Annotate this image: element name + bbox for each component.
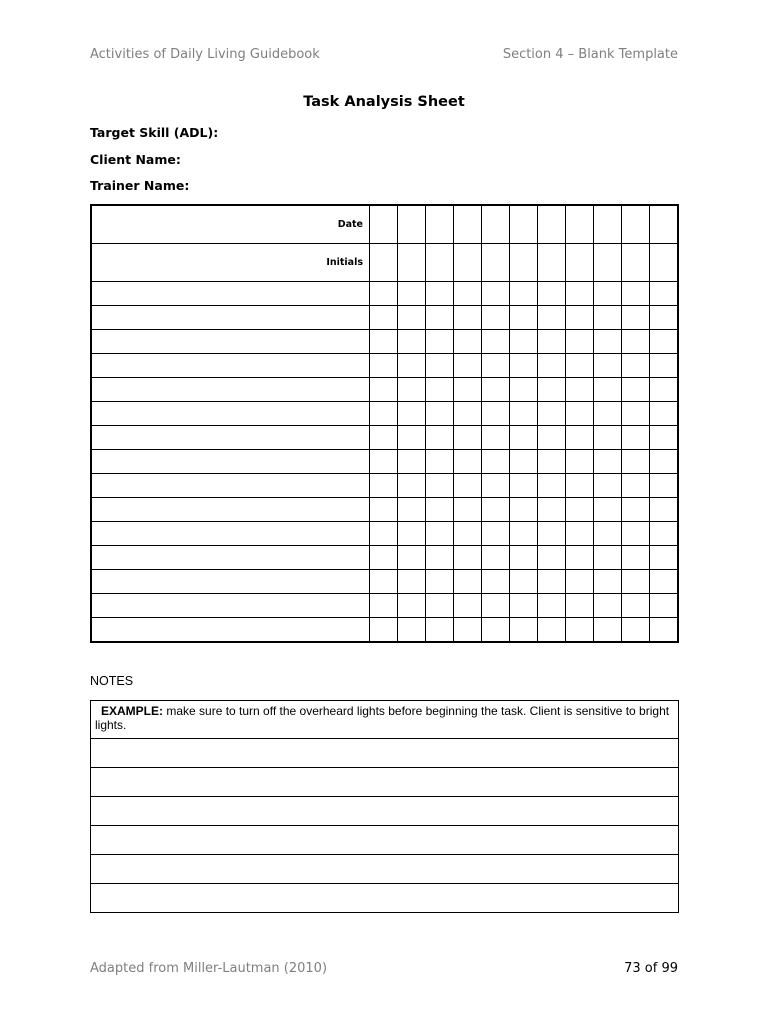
step-score-cell[interactable] [594, 498, 622, 522]
step-row [91, 426, 678, 450]
step-score-cell[interactable] [594, 594, 622, 618]
step-score-cell[interactable] [482, 426, 510, 450]
step-score-cell[interactable] [370, 354, 398, 378]
step-score-cell[interactable] [594, 330, 622, 354]
step-score-cell[interactable] [398, 546, 426, 570]
step-score-cell[interactable] [454, 282, 482, 306]
notes-cell[interactable] [91, 826, 679, 855]
step-description-cell[interactable] [91, 546, 370, 570]
step-description-cell[interactable] [91, 402, 370, 426]
step-score-cell[interactable] [650, 618, 678, 643]
step-score-cell[interactable] [426, 378, 454, 402]
step-score-cell[interactable] [650, 498, 678, 522]
step-score-cell[interactable] [622, 282, 650, 306]
step-row [91, 402, 678, 426]
session-cell[interactable] [426, 244, 454, 282]
session-cell[interactable] [398, 205, 426, 244]
step-score-cell[interactable] [566, 402, 594, 426]
step-score-cell[interactable] [370, 282, 398, 306]
step-score-cell[interactable] [370, 594, 398, 618]
step-row [91, 450, 678, 474]
step-description-cell[interactable] [91, 450, 370, 474]
step-row [91, 282, 678, 306]
step-score-cell[interactable] [538, 330, 566, 354]
step-row [91, 354, 678, 378]
step-score-cell[interactable] [566, 330, 594, 354]
step-score-cell[interactable] [650, 402, 678, 426]
step-score-cell[interactable] [398, 354, 426, 378]
step-score-cell[interactable] [510, 330, 538, 354]
step-row [91, 378, 678, 402]
step-score-cell[interactable] [398, 474, 426, 498]
step-score-cell[interactable] [566, 570, 594, 594]
step-row [91, 546, 678, 570]
step-score-cell[interactable] [426, 402, 454, 426]
step-score-cell[interactable] [510, 378, 538, 402]
session-cell[interactable] [622, 244, 650, 282]
step-score-cell[interactable] [538, 354, 566, 378]
session-cell[interactable] [650, 244, 678, 282]
step-score-cell[interactable] [538, 378, 566, 402]
step-score-cell[interactable] [510, 546, 538, 570]
step-score-cell[interactable] [426, 306, 454, 330]
page-title: Task Analysis Sheet [303, 94, 465, 110]
session-cell[interactable] [566, 205, 594, 244]
step-score-cell[interactable] [622, 546, 650, 570]
step-score-cell[interactable] [426, 498, 454, 522]
step-score-cell[interactable] [454, 594, 482, 618]
step-score-cell[interactable] [398, 594, 426, 618]
step-score-cell[interactable] [566, 354, 594, 378]
step-score-cell[interactable] [454, 570, 482, 594]
step-score-cell[interactable] [426, 330, 454, 354]
step-score-cell[interactable] [622, 426, 650, 450]
step-score-cell[interactable] [370, 402, 398, 426]
step-score-cell[interactable] [426, 522, 454, 546]
step-score-cell[interactable] [370, 498, 398, 522]
client-name-label: Client Name: [90, 152, 181, 167]
initials-label: Initials [91, 244, 370, 282]
step-score-cell[interactable] [510, 402, 538, 426]
session-cell[interactable] [566, 244, 594, 282]
header-section-title: Section 4 – Blank Template [502, 47, 678, 62]
notes-cell[interactable] [91, 855, 679, 884]
step-score-cell[interactable] [566, 450, 594, 474]
step-score-cell[interactable] [454, 378, 482, 402]
session-cell[interactable] [510, 205, 538, 244]
session-cell[interactable] [370, 205, 398, 244]
step-score-cell[interactable] [482, 354, 510, 378]
footer-citation: Adapted from Miller-Lautman (2010) [90, 961, 328, 976]
session-cell[interactable] [454, 244, 482, 282]
step-score-cell[interactable] [594, 426, 622, 450]
step-score-cell[interactable] [454, 450, 482, 474]
step-score-cell[interactable] [482, 498, 510, 522]
step-score-cell[interactable] [538, 546, 566, 570]
step-row [91, 474, 678, 498]
header-guidebook-title: Activities of Daily Living Guidebook [90, 47, 320, 62]
step-score-cell[interactable] [566, 498, 594, 522]
step-description-cell[interactable] [91, 522, 370, 546]
step-score-cell[interactable] [594, 354, 622, 378]
step-score-cell[interactable] [650, 474, 678, 498]
example-label: EXAMPLE: [101, 704, 164, 718]
step-score-cell[interactable] [426, 426, 454, 450]
step-score-cell[interactable] [538, 498, 566, 522]
date-label: Date [91, 205, 370, 244]
step-score-cell[interactable] [538, 450, 566, 474]
step-score-cell[interactable] [566, 594, 594, 618]
step-row [91, 330, 678, 354]
step-score-cell[interactable] [510, 450, 538, 474]
step-score-cell[interactable] [454, 402, 482, 426]
session-cell[interactable] [622, 205, 650, 244]
notes-cell[interactable] [91, 739, 679, 768]
notes-cell[interactable] [91, 884, 679, 913]
session-cell[interactable] [650, 205, 678, 244]
session-cell[interactable] [538, 205, 566, 244]
step-score-cell[interactable] [622, 618, 650, 643]
step-description-cell[interactable] [91, 330, 370, 354]
step-score-cell[interactable] [482, 402, 510, 426]
step-score-cell[interactable] [398, 426, 426, 450]
step-score-cell[interactable] [510, 306, 538, 330]
step-row [91, 570, 678, 594]
step-score-cell[interactable] [398, 570, 426, 594]
notes-example-cell [91, 701, 679, 739]
step-score-cell[interactable] [538, 618, 566, 643]
session-cell[interactable] [426, 205, 454, 244]
step-score-cell[interactable] [566, 378, 594, 402]
step-score-cell[interactable] [538, 306, 566, 330]
step-score-cell[interactable] [538, 402, 566, 426]
step-score-cell[interactable] [370, 306, 398, 330]
step-score-cell[interactable] [566, 474, 594, 498]
step-score-cell[interactable] [454, 426, 482, 450]
step-score-cell[interactable] [566, 522, 594, 546]
trainer-name-label: Trainer Name: [90, 178, 190, 193]
step-score-cell[interactable] [510, 474, 538, 498]
step-description-cell[interactable] [91, 282, 370, 306]
step-description-cell[interactable] [91, 426, 370, 450]
step-score-cell[interactable] [622, 498, 650, 522]
step-score-cell[interactable] [398, 330, 426, 354]
step-score-cell[interactable] [426, 282, 454, 306]
notes-row [91, 768, 679, 797]
session-cell[interactable] [370, 244, 398, 282]
notes-row [91, 826, 679, 855]
step-score-cell[interactable] [650, 306, 678, 330]
step-score-cell[interactable] [622, 570, 650, 594]
step-score-cell[interactable] [622, 354, 650, 378]
step-score-cell[interactable] [482, 330, 510, 354]
step-score-cell[interactable] [482, 282, 510, 306]
step-score-cell[interactable] [398, 378, 426, 402]
session-cell[interactable] [454, 205, 482, 244]
step-row [91, 498, 678, 522]
step-score-cell[interactable] [454, 618, 482, 643]
step-score-cell[interactable] [650, 522, 678, 546]
step-score-cell[interactable] [370, 570, 398, 594]
step-score-cell[interactable] [650, 546, 678, 570]
step-score-cell[interactable] [482, 546, 510, 570]
step-score-cell[interactable] [370, 426, 398, 450]
step-score-cell[interactable] [538, 522, 566, 546]
task-analysis-grid [90, 204, 679, 643]
step-score-cell[interactable] [454, 546, 482, 570]
session-cell[interactable] [594, 244, 622, 282]
notes-row [91, 797, 679, 826]
step-score-cell[interactable] [426, 618, 454, 643]
notes-cell[interactable] [91, 797, 679, 826]
step-description-cell[interactable] [91, 618, 370, 643]
step-description-cell[interactable] [91, 474, 370, 498]
step-score-cell[interactable] [510, 354, 538, 378]
step-score-cell[interactable] [510, 570, 538, 594]
step-score-cell[interactable] [454, 474, 482, 498]
step-score-cell[interactable] [370, 618, 398, 643]
step-score-cell[interactable] [622, 474, 650, 498]
step-score-cell[interactable] [538, 426, 566, 450]
step-score-cell[interactable] [622, 522, 650, 546]
step-score-cell[interactable] [370, 450, 398, 474]
step-score-cell[interactable] [622, 378, 650, 402]
step-score-cell[interactable] [566, 306, 594, 330]
notes-label: NOTES [90, 674, 134, 688]
step-score-cell[interactable] [370, 330, 398, 354]
step-score-cell[interactable] [398, 402, 426, 426]
step-score-cell[interactable] [510, 522, 538, 546]
step-score-cell[interactable] [622, 402, 650, 426]
session-cell[interactable] [482, 205, 510, 244]
step-score-cell[interactable] [594, 282, 622, 306]
step-score-cell[interactable] [538, 282, 566, 306]
step-score-cell[interactable] [398, 522, 426, 546]
step-score-cell[interactable] [566, 282, 594, 306]
step-score-cell[interactable] [650, 426, 678, 450]
step-score-cell[interactable] [622, 306, 650, 330]
step-row [91, 618, 678, 643]
step-score-cell[interactable] [594, 522, 622, 546]
step-score-cell[interactable] [566, 546, 594, 570]
step-score-cell[interactable] [566, 426, 594, 450]
step-score-cell[interactable] [482, 570, 510, 594]
step-score-cell[interactable] [510, 594, 538, 618]
step-score-cell[interactable] [566, 618, 594, 643]
step-score-cell[interactable] [398, 306, 426, 330]
step-score-cell[interactable] [650, 282, 678, 306]
step-score-cell[interactable] [370, 522, 398, 546]
step-score-cell[interactable] [370, 378, 398, 402]
session-cell[interactable] [538, 244, 566, 282]
step-row [91, 522, 678, 546]
step-score-cell[interactable] [426, 474, 454, 498]
date-row [91, 205, 678, 244]
step-score-cell[interactable] [650, 354, 678, 378]
step-score-cell[interactable] [594, 378, 622, 402]
step-score-cell[interactable] [482, 378, 510, 402]
step-score-cell[interactable] [398, 450, 426, 474]
step-score-cell[interactable] [370, 474, 398, 498]
step-score-cell[interactable] [454, 306, 482, 330]
session-cell[interactable] [398, 244, 426, 282]
notes-row [91, 739, 679, 768]
step-score-cell[interactable] [482, 618, 510, 643]
notes-row [91, 855, 679, 884]
step-score-cell[interactable] [622, 330, 650, 354]
step-score-cell[interactable] [482, 594, 510, 618]
step-row [91, 306, 678, 330]
step-score-cell[interactable] [622, 594, 650, 618]
initials-row [91, 244, 678, 282]
example-text: make sure to turn off the overheard lights before beginning the task. Client is sensitive to bright lights. [95, 704, 670, 732]
step-score-cell[interactable] [426, 450, 454, 474]
step-score-cell[interactable] [398, 498, 426, 522]
step-score-cell[interactable] [650, 570, 678, 594]
step-score-cell[interactable] [510, 618, 538, 643]
step-description-cell[interactable] [91, 594, 370, 618]
step-score-cell[interactable] [594, 450, 622, 474]
step-score-cell[interactable] [426, 570, 454, 594]
notes-row [91, 884, 679, 913]
step-score-cell[interactable] [650, 378, 678, 402]
step-description-cell[interactable] [91, 306, 370, 330]
step-score-cell[interactable] [538, 594, 566, 618]
step-score-cell[interactable] [426, 594, 454, 618]
step-score-cell[interactable] [594, 474, 622, 498]
step-score-cell[interactable] [650, 594, 678, 618]
session-cell[interactable] [482, 244, 510, 282]
step-score-cell[interactable] [650, 330, 678, 354]
step-description-cell[interactable] [91, 498, 370, 522]
step-score-cell[interactable] [482, 306, 510, 330]
step-score-cell[interactable] [594, 570, 622, 594]
step-score-cell[interactable] [622, 450, 650, 474]
step-score-cell[interactable] [538, 474, 566, 498]
step-score-cell[interactable] [454, 498, 482, 522]
target-skill-label: Target Skill (ADL): [90, 125, 219, 140]
notes-table [90, 700, 679, 913]
step-score-cell[interactable] [594, 618, 622, 643]
step-score-cell[interactable] [538, 570, 566, 594]
step-score-cell[interactable] [426, 546, 454, 570]
step-row [91, 594, 678, 618]
step-score-cell[interactable] [398, 282, 426, 306]
step-description-cell[interactable] [91, 570, 370, 594]
step-score-cell[interactable] [482, 474, 510, 498]
step-description-cell[interactable] [91, 354, 370, 378]
step-score-cell[interactable] [510, 426, 538, 450]
session-cell[interactable] [510, 244, 538, 282]
step-score-cell[interactable] [594, 546, 622, 570]
step-score-cell[interactable] [482, 522, 510, 546]
step-score-cell[interactable] [510, 282, 538, 306]
step-score-cell[interactable] [370, 546, 398, 570]
step-score-cell[interactable] [594, 306, 622, 330]
step-score-cell[interactable] [426, 354, 454, 378]
session-cell[interactable] [594, 205, 622, 244]
step-score-cell[interactable] [482, 450, 510, 474]
notes-example-row [91, 701, 679, 739]
step-description-cell[interactable] [91, 378, 370, 402]
step-score-cell[interactable] [454, 330, 482, 354]
step-score-cell[interactable] [510, 498, 538, 522]
step-score-cell[interactable] [454, 354, 482, 378]
step-score-cell[interactable] [398, 618, 426, 643]
step-score-cell[interactable] [594, 402, 622, 426]
notes-cell[interactable] [91, 768, 679, 797]
step-score-cell[interactable] [454, 522, 482, 546]
step-score-cell[interactable] [650, 450, 678, 474]
page-number: 73 of 99 [624, 961, 678, 976]
